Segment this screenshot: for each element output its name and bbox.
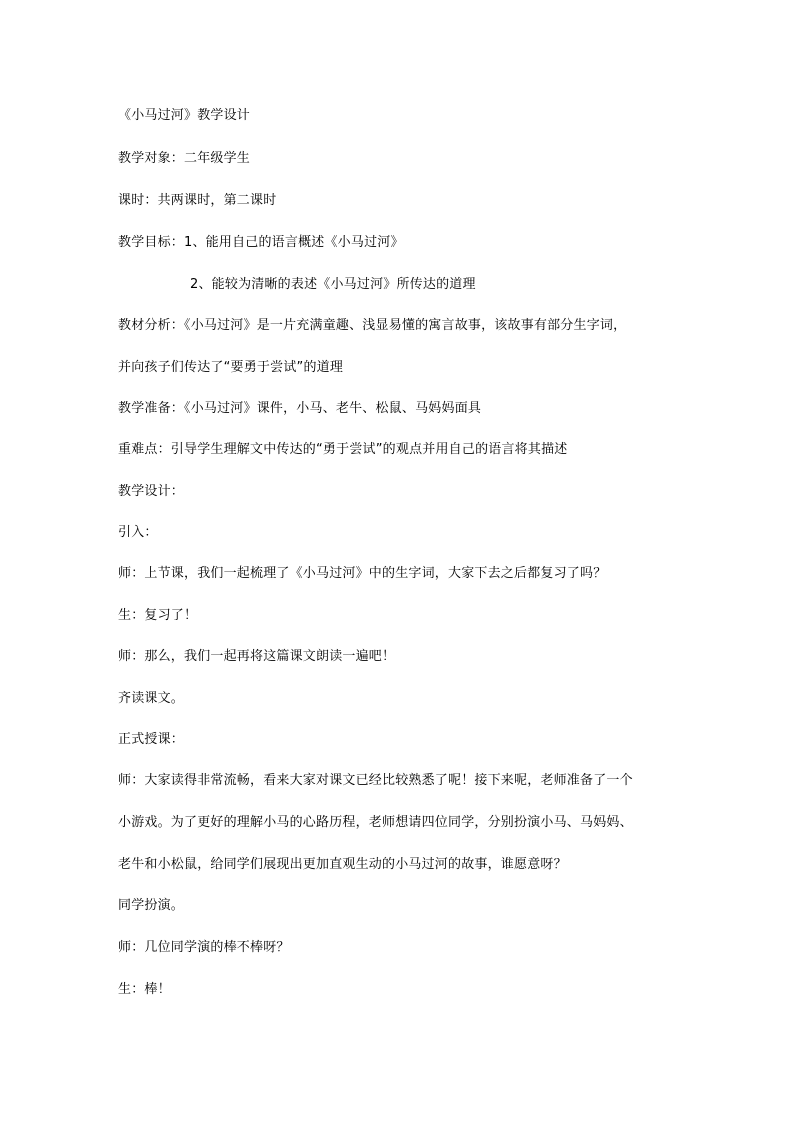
paragraph-line: 教材分析：《小马过河》是一片充满童趣、浅显易懂的寓言故事，该故事有部分生字词， [118,318,627,333]
paragraph-line: 教学设计： [118,484,185,499]
paragraph-line: 教学目标：1、能用自己的语言概述《小马过河》 [118,235,404,250]
paragraph-line: 小游戏。为了更好的理解小马的心路历程，老师想请四位同学，分别扮演小马、马妈妈、 [118,815,633,830]
paragraph-line: 教学准备：《小马过河》课件，小马、老牛、松鼠、马妈妈面具 [118,401,482,416]
paragraph-line: 课时：共两课时，第二课时 [118,193,277,208]
paragraph-line: 2、能较为清晰的表述《小马过河》所传达的道理 [190,277,476,292]
paragraph-line: 重难点：引导学生理解文中传达的“勇于尝试”的观点并用自己的语言将其描述 [118,442,568,457]
paragraph-line: 引入： [118,525,158,540]
document-title: 《小马过河》教学设计 [118,108,251,123]
paragraph-line: 师：那么，我们一起再将这篇课文朗读一遍吧！ [118,649,396,664]
paragraph-line: 齐读课文。 [118,691,185,706]
paragraph-line: 老牛和小松鼠，给同学们展现出更加直观生动的小马过河的故事，谁愿意呀？ [118,857,567,872]
paragraph-line: 同学扮演。 [118,898,185,913]
paragraph-line: 并向孩子们传达了“要勇于尝试”的道理 [118,360,344,375]
paragraph-line: 生：棒！ [118,982,171,997]
paragraph-line: 师：大家读得非常流畅，看来大家对课文已经比较熟悉了呢！接下来呢，老师准备了一个 [118,773,633,788]
paragraph-line: 师：几位同学演的棒不棒呀？ [118,940,290,955]
paragraph-line: 师：上节课，我们一起梳理了《小马过河》中的生字词，大家下去之后都复习了吗？ [118,566,607,581]
paragraph-line: 生：复习了！ [118,608,198,623]
paragraph-line: 教学对象：二年级学生 [118,151,251,166]
paragraph-line: 正式授课： [118,732,185,747]
